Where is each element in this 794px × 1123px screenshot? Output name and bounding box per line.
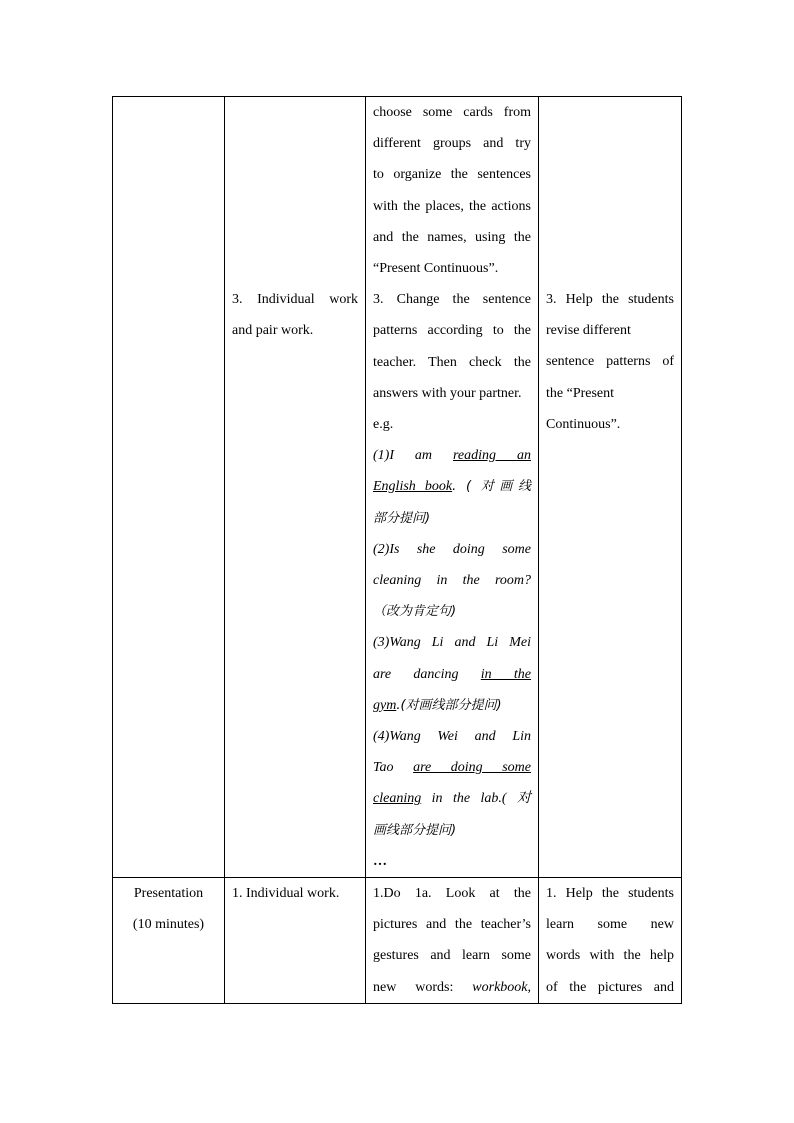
text-line: 1.Do 1a. Look at the [373,886,531,902]
example-line: cleaning in the lab.( 对 [373,791,531,807]
teacher-activity-cell [539,878,682,1004]
text-line: new words: workbook, [373,979,531,995]
stage-cell [113,97,225,878]
text-line: teacher. Then check the [373,354,531,370]
activity-step-line: and pair work. [232,323,314,339]
activity-cell [225,97,366,878]
example-line: (4)Wang Wei and Lin [373,729,531,745]
text-line: revise different [546,323,631,339]
teacher-activity-cell [539,97,682,878]
example-line: (2)Is she doing some [373,541,531,557]
text-line: “Present Continuous”. [373,261,499,277]
text-line: 1. Help the students [546,886,674,902]
text-line: of the pictures and [546,979,674,995]
text-line: sentence patterns of [546,354,674,370]
lesson-plan-table [112,96,682,1004]
text-line: words with the help [546,948,674,964]
text-line: pictures and the teacher’s [373,917,531,933]
example-line: cleaning in the room? [373,573,531,589]
student-activity-cell [366,97,539,878]
text-line: Continuous”. [546,416,621,432]
activity-step-line: 3. Individual work [232,292,358,307]
text-line: e.g. [373,417,394,433]
table-row [113,97,682,878]
example-line: English book. ( 对画线 [373,479,531,495]
text-line: and the names, using the [373,229,531,245]
text-line: patterns according to the [373,323,531,339]
example-line: 部分提问) [373,510,431,526]
activity-cell [225,878,366,1004]
text-line: answers with your partner. [373,385,522,401]
example-line: (3)Wang Li and Li Mei [373,635,531,651]
stage-duration: (10 minutes) [132,917,205,933]
activity-step-line: 1. Individual work. [232,886,340,902]
text-line: gestures and learn some [373,948,531,964]
text-line: different groups and try [373,136,531,152]
text-line: to organize the sentences [373,167,531,183]
stage-cell [113,878,225,1004]
example-line: gym.(对画线部分提问) [373,697,502,713]
example-line: （改为肯定句) [373,604,457,620]
stage-name: Presentation [133,886,204,902]
text-line: the “Present [546,385,615,401]
example-line: are dancing in the [373,666,531,682]
example-line: Tao are doing some [373,760,531,776]
text-line: 3. Help the students [546,292,674,307]
text-line: with the places, the actions [373,198,531,214]
text-line: 3. Change the sentence [373,292,531,308]
example-line: (1)I am reading an [373,448,531,464]
text-line: learn some new [546,917,674,933]
example-line: 画线部分提问) [373,822,457,838]
table-row [113,878,682,1004]
text-line: choose some cards from [373,105,531,120]
ellipsis: … [373,853,387,869]
student-activity-cell [366,878,539,1004]
